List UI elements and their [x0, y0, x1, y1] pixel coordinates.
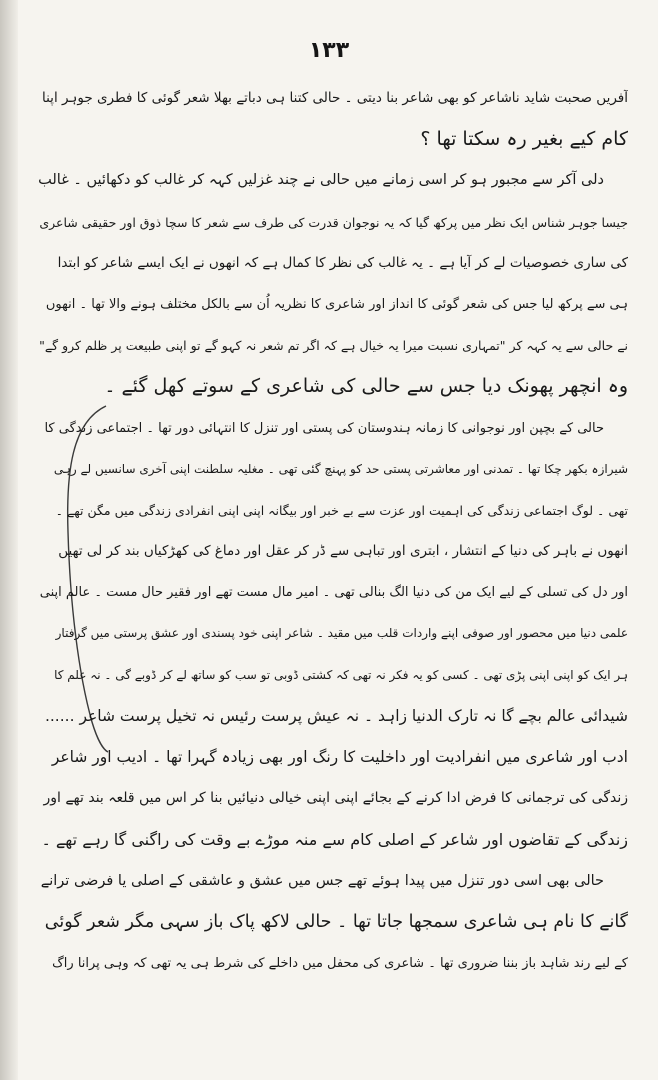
page-number: ۱۳۳ — [308, 38, 350, 63]
text-line: دلی آکر سے مجبور ہو کر اسی زمانے میں حالی نے چند غزلیں کہہ کر غالب کو دکھائیں ۔ غالب — [38, 172, 604, 189]
text-line: ادب اور شاعری میں انفرادیت اور داخلیت کا رنگ اور بھی زیادہ گہرا تھا ۔ ادیب اور شاعر — [51, 748, 628, 766]
text-line: ہی سے پرکھ لیا جس کی شعر گوئی کا انداز اور شاعری کا نظریہ اُن سے بالکل مختلف ہونے والا تھا ۔ انھوں — [45, 296, 628, 312]
text-line: تھی ۔ لوگ اجتماعی زندگی کی اہمیت اور عزت سے بے خبر اور بیگانہ اپنی اپنی انفرادی زندگی میں مگن تھے ۔ — [55, 502, 628, 518]
text-line: ہر ایک کو اپنی اپنی پڑی تھی ۔ کسی کو یہ فکر نہ تھی کہ کشتی ڈوبی تو سب کو ساتھ لے کر ڈوبے گی ۔ نہ علم کا — [54, 667, 628, 682]
text-line: حالی بھی اسی دور تنزل میں پیدا ہوئے تھے جس میں عشق و عاشقی کے اصلی یا فرضی ترانے — [40, 872, 604, 889]
text-line: شیدائی عالم بچے گا نہ تارک الدنیا زاہد ۔ نہ عیش پرست رئیس نہ تخیل پرست شاعر ...... — [44, 706, 628, 725]
text-line: جیسا جوہر شناس ایک نظر میں پرکھ گیا کہ یہ نوجوان قدرت کی طرف سے شعر کا سچا ذوق اور حقیقی شاعری — [39, 214, 628, 230]
text-line: زندگی کی ترجمانی کا فرض ادا کرنے کے بجائے اپنی اپنی خیالی دنیائیں بنا کر اس میں قلعہ بند تھے اور — [43, 790, 628, 807]
text-line: وہ انچھر پھونک دیا جس سے حالی کی شاعری کے سوتے کھل گئے ۔ — [104, 375, 628, 398]
text-line: اور دل کی تسلی کے لیے ایک من کی دنیا الگ بنالی تھی ۔ امیر مال مست تھے اور فقیر حال مست ۔ عالم اپنی — [39, 585, 628, 601]
text-line: کام کیے بغیر رہ سکتا تھا ؟ — [420, 128, 628, 151]
text-line: کے لیے رند شاہد باز بننا ضروری تھا ۔ شاعری کی محفل میں داخلے کی شرط ہی یہ تھی کہ وہی پرانا راگ — [52, 955, 628, 971]
text-line: گانے کا نام ہی شاعری سمجھا جاتا تھا ۔ حالی لاکھ پاک باز سہی مگر شعر گوئی — [44, 911, 628, 932]
page-gutter-shadow — [0, 0, 18, 1080]
text-line: نے حالی سے یہ کہہ کر "تمہاری نسبت میرا یہ خیال ہے کہ اگر تم شعر نہ کہو گے تو اپنی طبیعت پر ظلم کرو گے" — [39, 338, 628, 354]
text-line: کی ساری خصوصیات لے کر آیا ہے ۔ یہ غالب کی نظر کا کمال ہے کہ انھوں نے ایک ایسے شاعر کو ابتدا — [57, 254, 628, 271]
text-line: آفریں صحبت شاید ناشاعر کو بھی شاعر بنا دیتی ۔ حالی کتنا ہی دباتے بھلا شعر گوئی کا فطری جوہر اپنا — [42, 90, 628, 106]
text-line: علمی دنیا میں محصور اور صوفی اپنے واردات قلب میں مقید ۔ شاعر اپنی خود پسندی اور عشق پرستی میں گرفتار — [55, 626, 628, 641]
text-line: زندگی کے تقاضوں اور شاعر کے اصلی کام سے منہ موڑے بے وقت کی راگنی گا رہے تھے ۔ — [41, 830, 628, 850]
text-line: شیرازہ بکھر چکا تھا ۔ تمدنی اور معاشرتی پستی حد کو پہنچ گئی تھی ۔ مغلیہ سلطنت اپنی آخری سانسیں لے رہی — [53, 461, 628, 476]
text-line: انھوں نے باہر کی دنیا کے انتشار ، ابتری اور تباہی سے ڈر کر عقل اور دماغ کی کھڑکیاں بند کر لی تھیں — [58, 543, 628, 560]
text-line: حالی کے بچپن اور نوجوانی کا زمانہ ہندوستان کی پستی اور تنزل کا انتہائی دور تھا ۔ اجتماعی زندگی کا — [44, 420, 604, 436]
page-body-text — [38, 78, 628, 984]
